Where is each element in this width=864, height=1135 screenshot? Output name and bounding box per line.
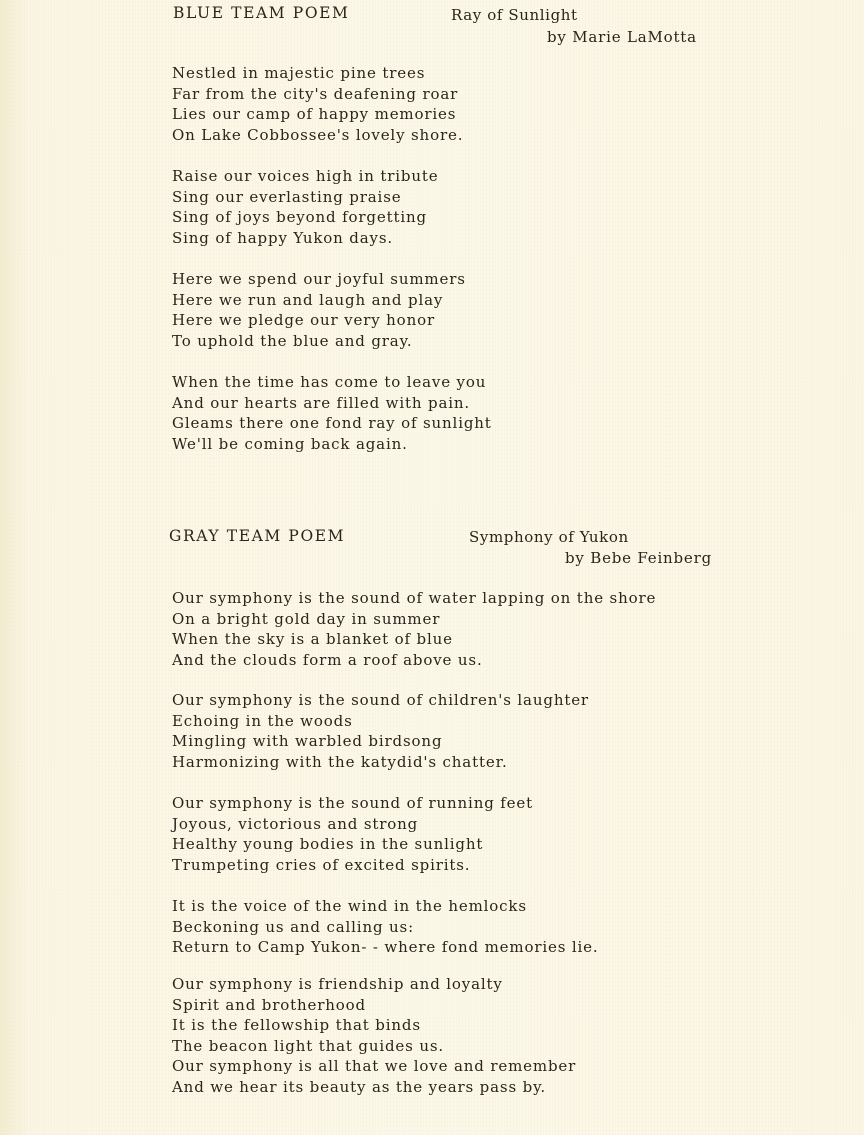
poem-line: The beacon light that guides us. [172, 1036, 445, 1055]
poem-line: Trumpeting cries of excited spirits. [172, 855, 471, 874]
blue-stanza-1 [172, 63, 463, 145]
poem-line: And the clouds form a roof above us. [172, 650, 483, 669]
poem-line: Our symphony is all that we love and remember [172, 1057, 577, 1076]
poem-line: On a bright gold day in summer [172, 609, 441, 628]
poem-line: Our symphony is the sound of children's laughter [172, 691, 589, 709]
poem-line: Nestled in majestic pine trees [172, 64, 426, 82]
blue-team-poem-author: by Marie LaMotta [547, 28, 697, 46]
poem-line: Far from the city's deafening roar [172, 84, 459, 103]
gray-stanza-2 [172, 690, 589, 772]
gray-team-poem-author: by Bebe Feinberg [565, 549, 712, 567]
poem-line: Here we run and laugh and play [172, 290, 444, 309]
gray-stanza-4 [172, 896, 599, 958]
poem-line: On Lake Cobbossee's lovely shore. [172, 125, 464, 144]
blue-stanza-2 [172, 166, 438, 248]
poem-line: Beckoning us and calling us: [172, 917, 414, 936]
blue-stanza-4 [172, 372, 492, 454]
poem-line: Gleams there one fond ray of sunlight [172, 414, 492, 433]
blue-stanza-3 [172, 269, 466, 351]
poem-line: When the sky is a blanket of blue [172, 630, 453, 649]
poem-line: Our symphony is the sound of water lapping on the shore [172, 589, 657, 607]
poem-line: Harmonizing with the katydid's chatter. [172, 752, 508, 771]
poem-line: And we hear its beauty as the years pass by. [172, 1077, 547, 1096]
blue-team-heading: BLUE TEAM POEM [173, 4, 350, 22]
poem-line: Here we spend our joyful summers [172, 270, 466, 288]
poem-line: Our symphony is friendship and loyalty [172, 975, 503, 993]
gray-stanza-3 [172, 793, 533, 875]
poem-line: Return to Camp Yukon- - where fond memories lie. [172, 938, 599, 957]
poem-line: Spirit and brotherhood [172, 995, 366, 1014]
poem-line: Sing our everlasting praise [172, 187, 402, 206]
poem-line: To uphold the blue and gray. [172, 331, 413, 350]
poem-line: Lies our camp of happy memories [172, 105, 457, 124]
poem-line: Joyous, victorious and strong [172, 814, 419, 833]
poem-line: Sing of happy Yukon days. [172, 228, 394, 247]
poem-line: It is the fellowship that binds [172, 1016, 421, 1035]
gray-team-heading: GRAY TEAM POEM [169, 527, 346, 545]
poem-line: Our symphony is the sound of running feet [172, 794, 534, 812]
poem-line: Healthy young bodies in the sunlight [172, 835, 484, 854]
gray-stanza-1 [172, 588, 656, 670]
poem-line: We'll be coming back again. [172, 434, 408, 453]
poem-line: Here we pledge our very honor [172, 311, 435, 330]
blue-team-poem-title: Ray of Sunlight [451, 6, 578, 24]
poem-line: Echoing in the woods [172, 711, 353, 730]
gray-stanza-5 [172, 974, 576, 1098]
poem-line: And our hearts are filled with pain. [172, 393, 471, 412]
poem-line: Raise our voices high in tribute [172, 167, 439, 185]
poem-line: Sing of joys beyond forgetting [172, 208, 427, 227]
poem-line: It is the voice of the wind in the hemlocks [172, 897, 527, 915]
poem-line: When the time has come to leave you [172, 373, 487, 391]
gray-team-poem-title: Symphony of Yukon [469, 528, 629, 546]
poem-line: Mingling with warbled birdsong [172, 732, 443, 751]
